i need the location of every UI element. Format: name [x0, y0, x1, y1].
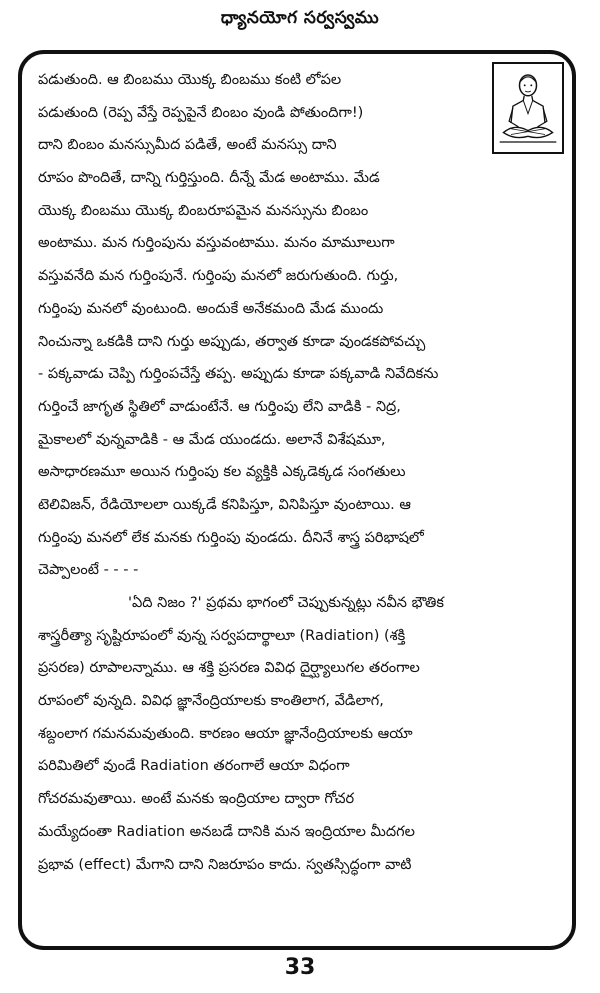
text-line: యొక్క బింబము యొక్క బింబరూపమైన మనస్సును బింబం: [38, 202, 369, 219]
text-line: ప్రభావ (effect) మేగాని దాని నిజరూపం కాదు. స్వతస్సిద్ధంగా వాటి: [38, 856, 412, 873]
text-line: రూపంలో వున్నది. వివిధ జ్ఞానేంద్రియాలకు కాంతిలాగ, వేడిలాగ,: [38, 693, 384, 710]
text-line: - పక్కవాడు చెప్పి గుర్తింపచేస్తే తప్ప. అప్పుడు కూడా పక్కవాడి నివేదికను: [38, 366, 439, 383]
text-line: 'ఏది నిజం ?' ప్రథమ భాగంలో చెప్పుకున్నట్లు నవీన భౌతిక: [128, 595, 444, 611]
text-line: దాని బింబం మనస్సుమీద పడితే, అంటే మనస్సు దాని: [38, 137, 337, 154]
text-line: నించున్నా ఒకడికి దాని గుర్తు అప్పుడు, తర్వాత కూడా వుండకపోవచ్చు: [38, 333, 426, 350]
text-line: గోచరమవుతాయి. అంటే మనకు ఇంద్రియాల ద్వారా గోచర: [38, 791, 355, 808]
text-line: గుర్తింపు మనలో వుంటుంది. అందుకే అనేకమంది మేడ ముందు: [38, 300, 384, 317]
text-line: శాస్త్రరీత్యా సృష్టిరూపంలో వున్న సర్వపదార్థాలూ (Radiation) (శక్తి: [38, 627, 406, 644]
text-line: పడుతుంది. ఆ బింబము యొక్క బింబము కంటి లోపల: [38, 72, 342, 88]
text-line: చెప్పాలంటే - - - -: [38, 562, 139, 579]
running-header-title: ధ్యానయోగ సర్వస్వము: [220, 8, 380, 28]
text-line: అసాధారణమూ అయిన గుర్తింపు కల వ్యక్తికి ఎక్కడెక్కడ సంగతులు: [38, 464, 406, 481]
text-line: గుర్తింపు మనలో లేక మనకు గుర్తింపు వుండదు. దీనినే శాస్త్ర పరిభాషలో: [38, 529, 424, 546]
text-line: పడుతుంది (రెప్ప వేస్తే రెప్పపైనే బింబం వుండి పోతుందిగా!): [38, 104, 364, 121]
text-line: వస్తువనేది మన గుర్తింపునే. గుర్తింపు మనలో జరుగుతుంది. గుర్తు,: [38, 268, 399, 285]
text-line: రూపం పొందితే, దాన్ని గుర్తిస్తుంది. దీన్నే మేడ అంటాము. మేడ: [38, 170, 380, 187]
text-line: అంటాము. మన గుర్తింపును వస్తువంటాము. మనం మామూలుగా: [38, 235, 395, 252]
text-line: పరిమితిలో వుండే Radiation తరంగాలే ఆయా విధంగా: [38, 758, 350, 775]
text-line: ప్రసరణ) రూపాలన్నాము. ఆ శక్తి ప్రసరణ వివిధ దైర్ఘ్యాలుగల తరంగాల: [38, 660, 420, 677]
text-line: మయ్యేదంతా Radiation అనబడే దానికి మన ఇంద్రియాల మీదగల: [38, 823, 415, 840]
text-line: శబ్దంలాగ గమనమవుతుంది. కారణం ఆయా జ్ఞానేంద్రియాలకు ఆయా: [38, 725, 413, 742]
text-line: మైకాలలో వున్నవాడికి - ఆ మేడ యుండదు. అలానే విశేషమూ,: [38, 431, 386, 448]
body-text: [38, 64, 568, 881]
text-line: గుర్తించే జాగృత స్థితిలో వాడుంటేనే. ఆ గుర్తింపు లేని వాడికి - నిద్ర,: [38, 398, 401, 415]
page-number: 33: [284, 955, 316, 980]
text-line: టెలివిజన్, రేడియోలలా యిక్కడే కనిపిస్తూ, వినిపిస్తూ వుంటాయి. ఆ: [38, 496, 411, 513]
